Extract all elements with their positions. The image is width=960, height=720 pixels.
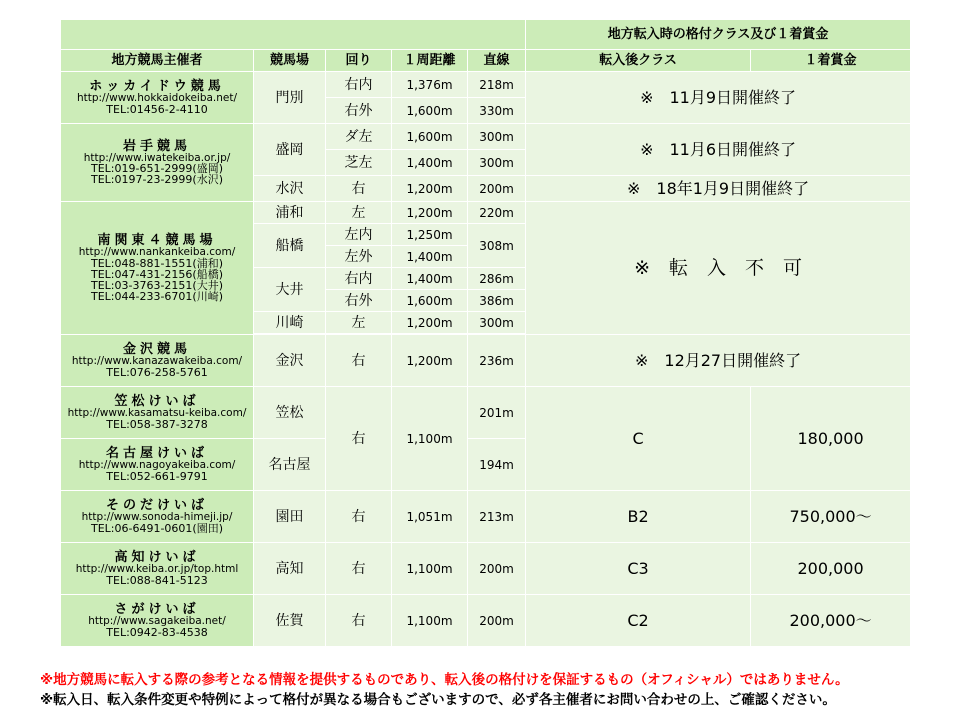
status-note: ※ 11月9日開催終了 bbox=[526, 72, 911, 124]
organizer-kochi bbox=[61, 543, 254, 595]
course-name: 船橋 bbox=[254, 224, 326, 268]
course-name: 川崎 bbox=[254, 312, 326, 334]
straight: 300m bbox=[468, 312, 526, 334]
straight: 200m bbox=[468, 176, 526, 202]
turn: 右外 bbox=[326, 290, 392, 312]
col-organizer: 地方競馬主催者 bbox=[61, 50, 254, 72]
organizer-name: 笠松けいば bbox=[114, 394, 200, 410]
course-name: 佐賀 bbox=[254, 595, 326, 647]
straight: 220m bbox=[468, 202, 526, 224]
course-name: 大井 bbox=[254, 268, 326, 312]
organizer-url[interactable]: http://www.sonoda-himeji.jp/ bbox=[81, 511, 233, 524]
organizer-name: 金沢競馬 bbox=[122, 342, 191, 358]
straight: 236m bbox=[468, 335, 526, 387]
turn: ダ左 bbox=[326, 124, 392, 150]
footnote-contact: ※転入日、転入条件変更や特例によって格付が異なる場合もございますので、必ず各主催者にお問い合わせの上、ご確認ください。 bbox=[40, 692, 836, 708]
transfer-class: C bbox=[526, 387, 751, 491]
organizer-url[interactable]: http://www.hokkaidokeiba.net/ bbox=[76, 92, 238, 105]
organizer-name: そのだけいば bbox=[105, 498, 208, 514]
distance: 1,200m bbox=[392, 335, 468, 387]
col-turn: 回り bbox=[326, 50, 392, 72]
transfer-info-table bbox=[60, 19, 911, 647]
course-name: 名古屋 bbox=[254, 439, 326, 491]
straight: 200m bbox=[468, 595, 526, 647]
course-name: 水沢 bbox=[254, 176, 326, 202]
distance: 1,600m bbox=[392, 290, 468, 312]
turn: 芝左 bbox=[326, 150, 392, 176]
turn: 右 bbox=[326, 335, 392, 387]
organizer-tel: TEL:088-841-5123 bbox=[106, 573, 208, 587]
turn: 右内 bbox=[326, 72, 392, 98]
header-group-title: 地方転入時の格付クラス及び１着賞金 bbox=[526, 20, 911, 50]
col-class: 転入後クラス bbox=[526, 50, 751, 72]
turn: 左外 bbox=[326, 246, 392, 268]
straight: 201m bbox=[468, 387, 526, 439]
status-note: ※ 12月27日開催終了 bbox=[526, 335, 911, 387]
status-note: ※ 11月6日開催終了 bbox=[526, 124, 911, 176]
organizer-name: 南関東４競馬場 bbox=[97, 233, 217, 249]
first-prize: 200,000～ bbox=[751, 595, 911, 647]
transfer-class: C2 bbox=[526, 595, 751, 647]
organizer-url[interactable]: http://www.sagakeiba.net/ bbox=[88, 615, 226, 628]
turn: 左内 bbox=[326, 224, 392, 246]
first-prize: 750,000～ bbox=[751, 491, 911, 543]
turn: 右 bbox=[326, 543, 392, 595]
distance: 1,600m bbox=[392, 98, 468, 124]
status-note: ※ 転 入 不 可 bbox=[526, 202, 911, 335]
turn: 左 bbox=[326, 312, 392, 334]
distance: 1,400m bbox=[392, 150, 468, 176]
organizer-minami-kanto bbox=[61, 202, 254, 335]
organizer-tel: TEL:048-881-1551(浦和) bbox=[90, 256, 223, 270]
organizer-url[interactable]: http://www.kasamatsu-keiba.com/ bbox=[67, 407, 247, 420]
organizer-saga bbox=[61, 595, 254, 647]
organizer-name: さがけいば bbox=[114, 602, 200, 618]
turn: 右 bbox=[326, 176, 392, 202]
course-name: 浦和 bbox=[254, 202, 326, 224]
course-name: 高知 bbox=[254, 543, 326, 595]
distance: 1,376m bbox=[392, 72, 468, 98]
straight: 330m bbox=[468, 98, 526, 124]
straight: 300m bbox=[468, 150, 526, 176]
distance: 1,600m bbox=[392, 124, 468, 150]
organizer-tel: TEL:047-431-2156(船橋) bbox=[90, 267, 223, 281]
organizer-tel: TEL:076-258-5761 bbox=[106, 365, 208, 379]
turn: 右 bbox=[326, 387, 392, 491]
organizer-url[interactable]: http://www.iwatekeiba.or.jp/ bbox=[83, 151, 231, 164]
organizer-tel: TEL:052-661-9791 bbox=[106, 469, 208, 483]
organizer-tel: TEL:019-651-2999(盛岡) bbox=[90, 162, 223, 176]
turn: 左 bbox=[326, 202, 392, 224]
distance: 1,100m bbox=[392, 387, 468, 491]
straight: 286m bbox=[468, 268, 526, 290]
organizer-nagoya bbox=[61, 439, 254, 491]
organizer-sonoda bbox=[61, 491, 254, 543]
distance: 1,051m bbox=[392, 491, 468, 543]
organizer-url[interactable]: http://www.kanazawakeiba.com/ bbox=[71, 355, 243, 368]
course-name: 門別 bbox=[254, 72, 326, 124]
organizer-name: 岩手競馬 bbox=[122, 138, 191, 154]
organizer-kasamatsu bbox=[61, 387, 254, 439]
distance: 1,200m bbox=[392, 202, 468, 224]
organizer-name: ホッカイドウ競馬 bbox=[89, 79, 225, 95]
footnote-disclaimer: ※地方競馬に転入する際の参考となる情報を提供するものであり、転入後の格付けを保証するもの（オフィシャル）ではありません。 bbox=[40, 672, 849, 688]
organizer-tel: TEL:0197-23-2999(水沢) bbox=[90, 173, 223, 187]
status-note: ※ 18年1月9日開催終了 bbox=[526, 176, 911, 202]
straight: 218m bbox=[468, 72, 526, 98]
transfer-class: B2 bbox=[526, 491, 751, 543]
straight: 200m bbox=[468, 543, 526, 595]
organizer-tel: TEL:044-233-6701(川崎) bbox=[90, 289, 223, 303]
course-name: 盛岡 bbox=[254, 124, 326, 176]
first-prize: 180,000 bbox=[751, 387, 911, 491]
organizer-kanazawa bbox=[61, 335, 254, 387]
course-name: 笠松 bbox=[254, 387, 326, 439]
distance: 1,100m bbox=[392, 543, 468, 595]
distance: 1,400m bbox=[392, 246, 468, 268]
distance: 1,200m bbox=[392, 176, 468, 202]
header-blank bbox=[61, 20, 526, 50]
organizer-tel: TEL:01456-2-4110 bbox=[106, 102, 208, 116]
first-prize: 200,000 bbox=[751, 543, 911, 595]
turn: 右内 bbox=[326, 268, 392, 290]
distance: 1,200m bbox=[392, 312, 468, 334]
organizer-tel: TEL:06-6491-0601(園田) bbox=[90, 521, 223, 535]
distance: 1,400m bbox=[392, 268, 468, 290]
straight: 300m bbox=[468, 124, 526, 150]
organizer-hokkaido bbox=[61, 72, 254, 124]
organizer-name: 高知けいば bbox=[114, 550, 200, 566]
turn: 右外 bbox=[326, 98, 392, 124]
organizer-name: 名古屋けいば bbox=[105, 446, 208, 462]
organizer-url[interactable]: http://www.nagoyakeiba.com/ bbox=[78, 459, 236, 472]
turn: 右 bbox=[326, 491, 392, 543]
organizer-url[interactable]: http://www.nankankeiba.com/ bbox=[78, 246, 236, 259]
organizer-tel: TEL:0942-83-4538 bbox=[106, 625, 208, 639]
straight: 386m bbox=[468, 290, 526, 312]
straight: 194m bbox=[468, 439, 526, 491]
turn: 右 bbox=[326, 595, 392, 647]
course-name: 園田 bbox=[254, 491, 326, 543]
organizer-tel: TEL:03-3763-2151(大井) bbox=[90, 278, 223, 292]
organizer-url[interactable]: http://www.keiba.or.jp/top.html bbox=[75, 563, 239, 576]
distance: 1,250m bbox=[392, 224, 468, 246]
col-course: 競馬場 bbox=[254, 50, 326, 72]
transfer-class: C3 bbox=[526, 543, 751, 595]
distance: 1,100m bbox=[392, 595, 468, 647]
col-straight: 直線 bbox=[468, 50, 526, 72]
straight: 308m bbox=[468, 224, 526, 268]
organizer-iwate bbox=[61, 124, 254, 202]
organizer-tel: TEL:058-387-3278 bbox=[106, 417, 208, 431]
course-name: 金沢 bbox=[254, 335, 326, 387]
col-prize: １着賞金 bbox=[751, 50, 911, 72]
straight: 213m bbox=[468, 491, 526, 543]
col-distance: １周距離 bbox=[392, 50, 468, 72]
